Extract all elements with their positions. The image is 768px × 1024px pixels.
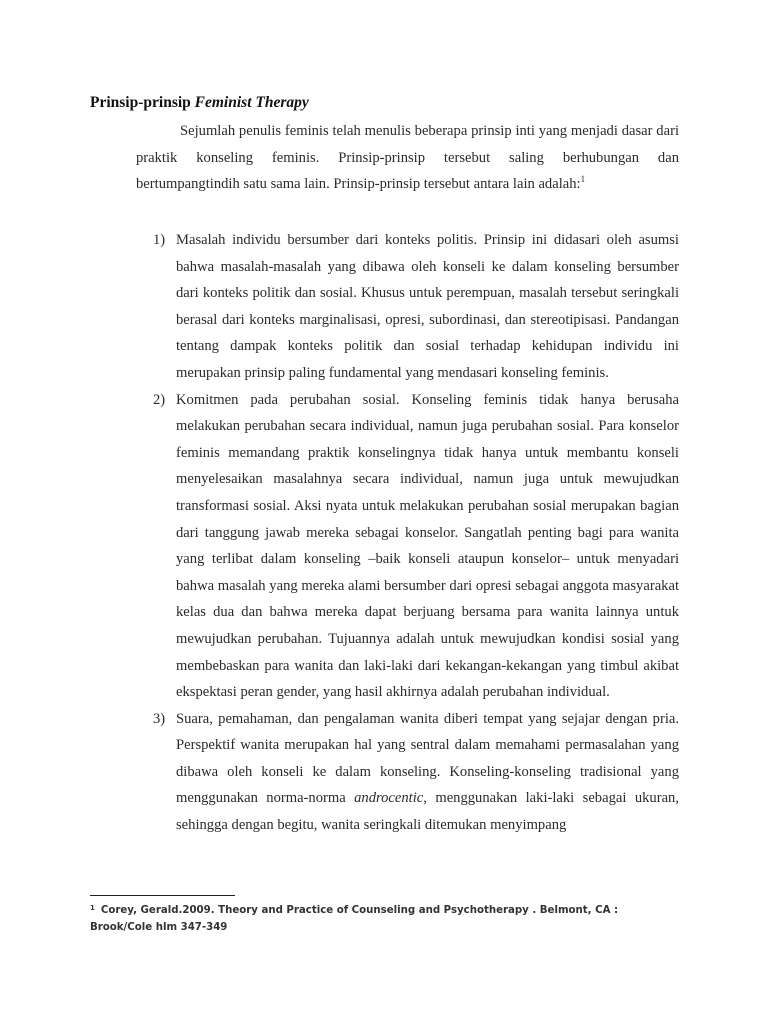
list-item-number: 1) (153, 232, 166, 248)
list-item-italic-term: androcentic (354, 790, 424, 807)
list-item (136, 387, 679, 706)
list-item-text: Komitmen pada perubahan sosial. Konseling feminis tidak hanya berusaha melakukan perubahan secara individual, namun juga perubahan sosial. Para konselor feminis memandang praktik konselingnya tidak hanya untuk membantu konseli menyelesaikan masalahnya secara individual, namun juga untuk mewujudkan transformasi sosial. Aksi nyata untuk melakukan perubahan sosial merupakan bagian dari tanggung jawab mereka sebagai konselor. Sangatlah penting bagi para wanita yang terlibat dalam konseling –baik konseli ataupun konselor– untuk menyadari bahwa masalah yang mereka alami bersumber dari opresi sebagai anggota masyarakat kelas dua dan bahwa mereka dapat berjuang bersama para wanita lainnya untuk mewujudkan perubahan. Tujuannya adalah untuk mewujudkan kondisi sosial yang membebaskan para wanita dan laki-laki dari kekangan-kekangan yang timbul akibat ekspektasi peran gender, yang hasil akhirnya adalah perubahan individual. (176, 391, 679, 701)
intro-paragraph (136, 118, 679, 198)
list-item (136, 227, 679, 387)
footnote (90, 900, 670, 936)
principles-list (136, 227, 679, 839)
list-item-number: 2) (153, 391, 166, 408)
footnote-reference[interactable]: 1 (580, 174, 586, 185)
list-item-text-after: , menggunakan laki-laki sebagai ukuran, sehingga dengan begitu, wanita seringkali ditemukan menyimpang (176, 790, 679, 834)
footnote-separator (90, 895, 235, 896)
heading-prefix: Prinsip-prinsip (90, 94, 195, 111)
footnote-number: 1 (90, 904, 95, 912)
list-item-number: 3) (153, 710, 166, 727)
list-item-text-before: Suara, pemahaman, dan pengalaman wanita diberi tempat yang sejajar dengan pria. Perspektif wanita merupakan hal yang sentral dalam memahami permasalahan yang dibawa oleh konseli ke dalam konseling. Konseling-konseling tradisional yang menggunakan norma-norma (176, 710, 679, 807)
list-item-text: Masalah individu bersumber dari konteks politis. Prinsip ini didasari oleh asumsi bahwa masalah-masalah yang dibawa oleh konseli ke dalam konseling bersumber dari konteks politik dan sosial. Khusus untuk perempuan, masalah tersebut seringkali berasal dari konteks marginalisasi, opresi, subordinasi, dan stereotipisasi. Pandangan tentang dampak konteks politik dan sosial terhadap kehidupan individu ini merupakan prinsip paling fundamental yang mendasari konseling feminis. (176, 232, 679, 381)
footnote-text: Corey, Gerald.2009. Theory and Practice of Counseling and Psychotherapy . Belmont, CA : Brook/Cole hlm 347-349 (90, 905, 619, 933)
list-item (136, 706, 679, 839)
intro-text: Sejumlah penulis feminis telah menulis beberapa prinsip inti yang menjadi dasar dari praktik konseling feminis. Prinsip-prinsip tersebut saling berhubungan dan bertumpangtindih satu sama lain. Prinsip-prinsip tersebut antara lain adalah: (136, 123, 679, 193)
section-heading (90, 94, 309, 112)
heading-italic: Feminist Therapy (194, 94, 309, 111)
